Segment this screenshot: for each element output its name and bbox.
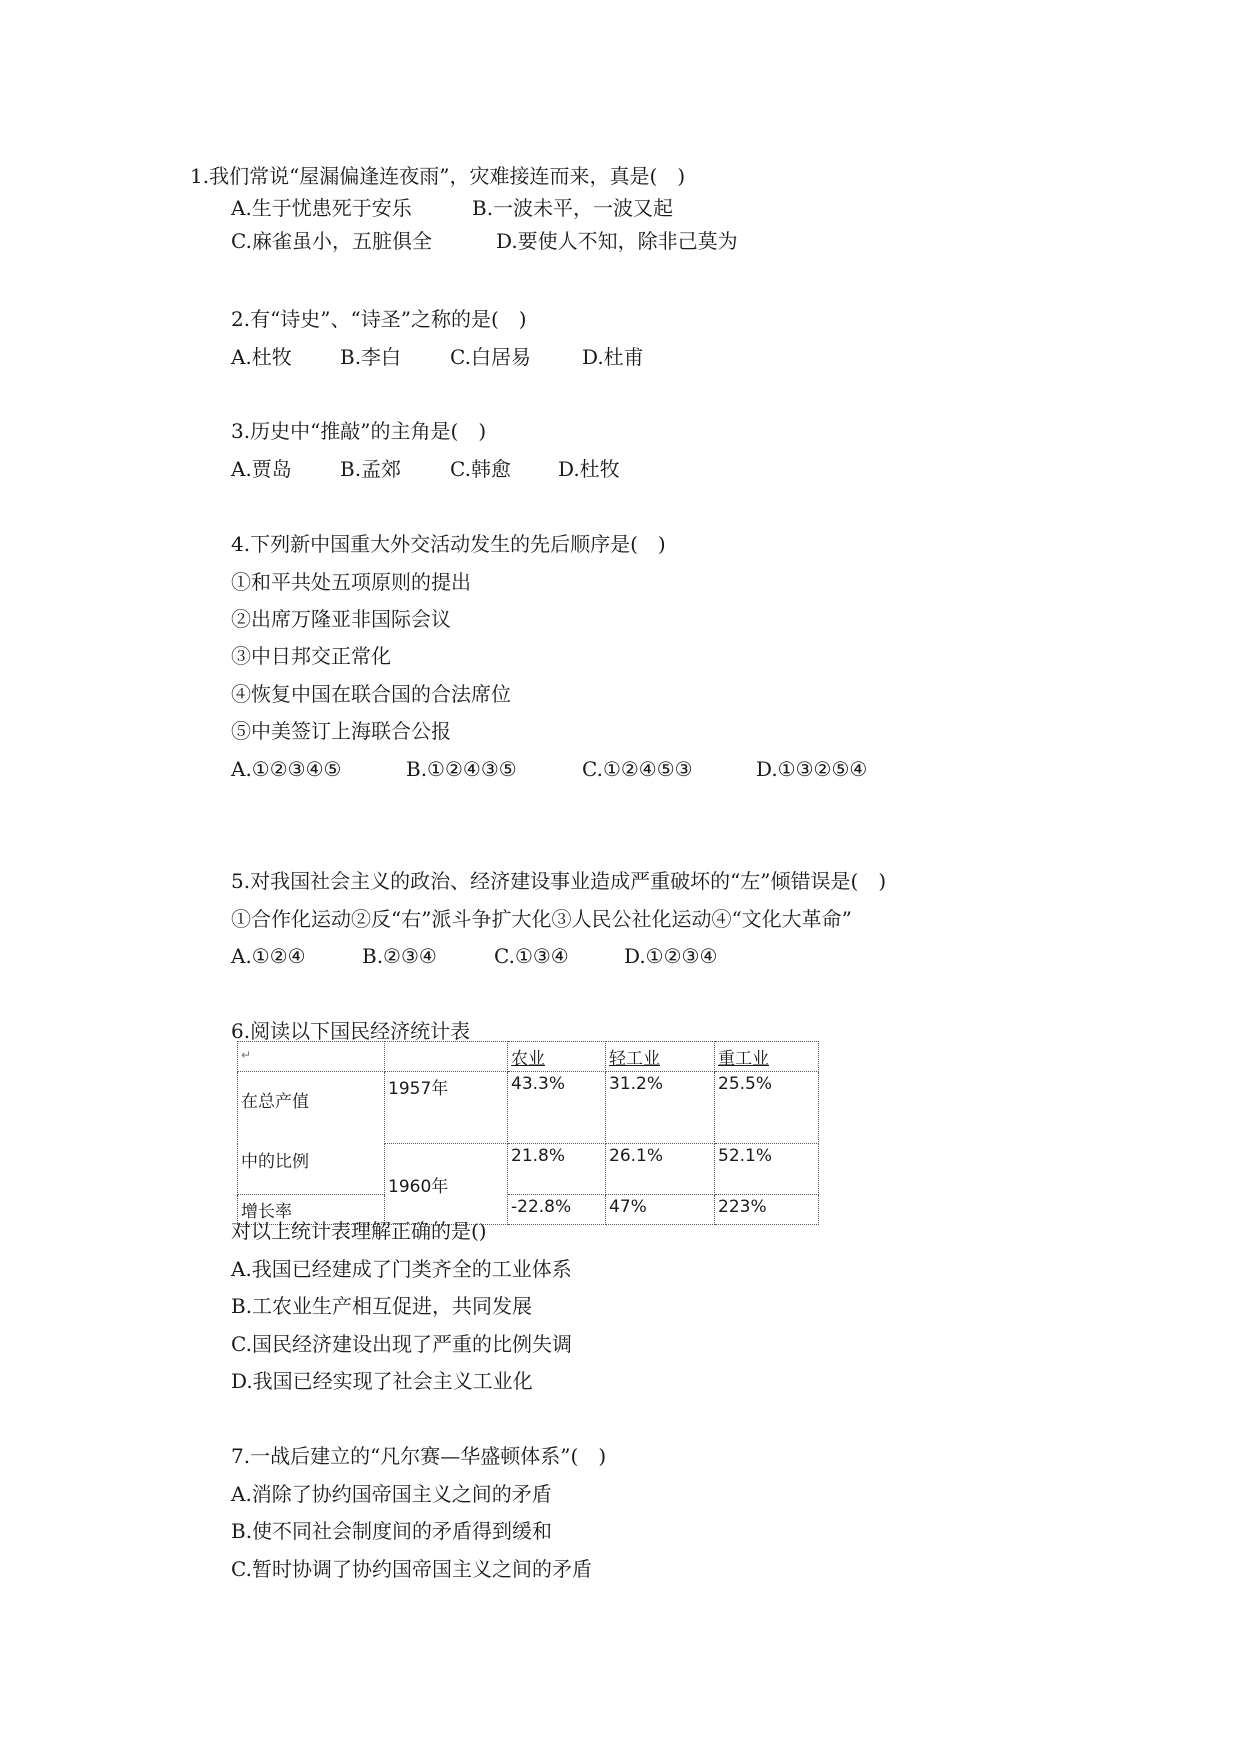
question-5-option-b: B.②③④ xyxy=(362,944,437,968)
question-6-option-b: B.工农业生产相互促进，共同发展 xyxy=(231,1294,533,1318)
table-row-label-1: 在总产值 xyxy=(241,1092,309,1112)
question-2-stem: 2.有“诗史”、“诗圣”之称的是( ) xyxy=(231,307,527,331)
question-6-option-a: A.我国已经建成了门类齐全的工业体系 xyxy=(231,1257,572,1281)
question-2-option-a: A.杜牧 xyxy=(231,345,292,369)
question-5-items: ①合作化运动②反“右”派斗争扩大化③人民公社化运动④“文化大革命” xyxy=(231,907,852,931)
question-3-option-a: A.贾岛 xyxy=(231,457,292,481)
question-5-stem: 5.对我国社会主义的政治、经济建设事业造成严重破坏的“左”倾错误是( ) xyxy=(231,869,887,893)
table-corner-cell: ↵ xyxy=(238,1042,385,1072)
table-row-label-3: 增长率 xyxy=(238,1195,385,1225)
table-cell-growth-heavy-industry: 223% xyxy=(715,1195,819,1225)
table-cell-1960-light-industry: 26.1% xyxy=(606,1144,715,1195)
question-1-stem: 1.我们常说“屋漏偏逢连夜雨”，灾难接连而来，真是( ) xyxy=(190,164,686,188)
question-7-option-c: C.暂时协调了协约国帝国主义之间的矛盾 xyxy=(231,1557,592,1581)
question-6-question: 对以上统计表理解正确的是() xyxy=(231,1219,487,1243)
question-3-option-c: C.韩愈 xyxy=(450,457,511,481)
table-header-agriculture: 农业 xyxy=(508,1042,606,1072)
question-1-option-b: B.一波未平，一波又起 xyxy=(472,196,674,220)
question-3-option-d: D.杜牧 xyxy=(558,457,620,481)
question-5-option-d: D.①②③④ xyxy=(624,944,718,968)
table-year-header-cell xyxy=(385,1042,508,1072)
question-7-option-b: B.使不同社会制度间的矛盾得到缓和 xyxy=(231,1519,553,1543)
table-cell-growth-agriculture: -22.8% xyxy=(508,1195,606,1225)
question-3-option-b: B.孟郊 xyxy=(340,457,402,481)
table-header-row xyxy=(238,1042,819,1072)
question-4-item-1: ①和平共处五项原则的提出 xyxy=(231,570,471,594)
question-3-stem: 3.历史中“推敲”的主角是( ) xyxy=(231,419,487,443)
question-2-option-b: B.李白 xyxy=(340,345,402,369)
question-2-option-d: D.杜甫 xyxy=(582,345,644,369)
table-cell-1960-agriculture: 21.8% xyxy=(508,1144,606,1195)
table-year-1957: 1957年 xyxy=(385,1072,508,1144)
economic-stats-table xyxy=(237,1041,819,1225)
question-1-option-a: A.生于忧患死于安乐 xyxy=(231,196,412,220)
question-4-item-3: ③中日邦交正常化 xyxy=(231,644,391,668)
table-row-label-cell xyxy=(238,1072,385,1195)
question-4-item-5: ⑤中美签订上海联合公报 xyxy=(231,719,451,743)
question-7-option-a: A.消除了协约国帝国主义之间的矛盾 xyxy=(231,1482,552,1506)
question-1-option-d: D.要使人不知，除非己莫为 xyxy=(496,229,738,253)
table-cell-1957-heavy-industry: 25.5% xyxy=(715,1072,819,1144)
question-6-option-d: D.我国已经实现了社会主义工业化 xyxy=(231,1369,533,1393)
table-header-light-industry: 轻工业 xyxy=(606,1042,715,1072)
table-cell-1957-agriculture: 43.3% xyxy=(508,1072,606,1144)
question-4-option-b: B.①②④③⑤ xyxy=(406,757,517,781)
table-row-label-2: 中的比例 xyxy=(241,1152,309,1172)
question-7-stem: 7.一战后建立的“凡尔赛—华盛顿体系”( ) xyxy=(231,1444,607,1468)
table-cell-1960-heavy-industry: 52.1% xyxy=(715,1144,819,1195)
question-4-option-a: A.①②③④⑤ xyxy=(231,757,342,781)
question-4-option-c: C.①②④⑤③ xyxy=(582,757,693,781)
question-4-item-4: ④恢复中国在联合国的合法席位 xyxy=(231,682,511,706)
question-4-option-d: D.①③②⑤④ xyxy=(756,757,868,781)
table-cell-1957-light-industry: 31.2% xyxy=(606,1072,715,1144)
question-6-stem: 6.阅读以下国民经济统计表 xyxy=(231,1019,471,1043)
question-4-item-2: ②出席万隆亚非国际会议 xyxy=(231,607,451,631)
table-year-1960: 1960年 xyxy=(385,1144,508,1225)
table-cell-growth-light-industry: 47% xyxy=(606,1195,715,1225)
question-2-option-c: C.白居易 xyxy=(450,345,531,369)
question-1-option-c: C.麻雀虽小，五脏俱全 xyxy=(231,229,432,253)
question-6-option-c: C.国民经济建设出现了严重的比例失调 xyxy=(231,1332,572,1356)
table-row xyxy=(238,1072,819,1144)
question-5-option-a: A.①②④ xyxy=(231,944,306,968)
table-header-heavy-industry: 重工业 xyxy=(715,1042,819,1072)
question-4-stem: 4.下列新中国重大外交活动发生的先后顺序是( ) xyxy=(231,532,666,556)
question-5-option-c: C.①③④ xyxy=(494,944,569,968)
